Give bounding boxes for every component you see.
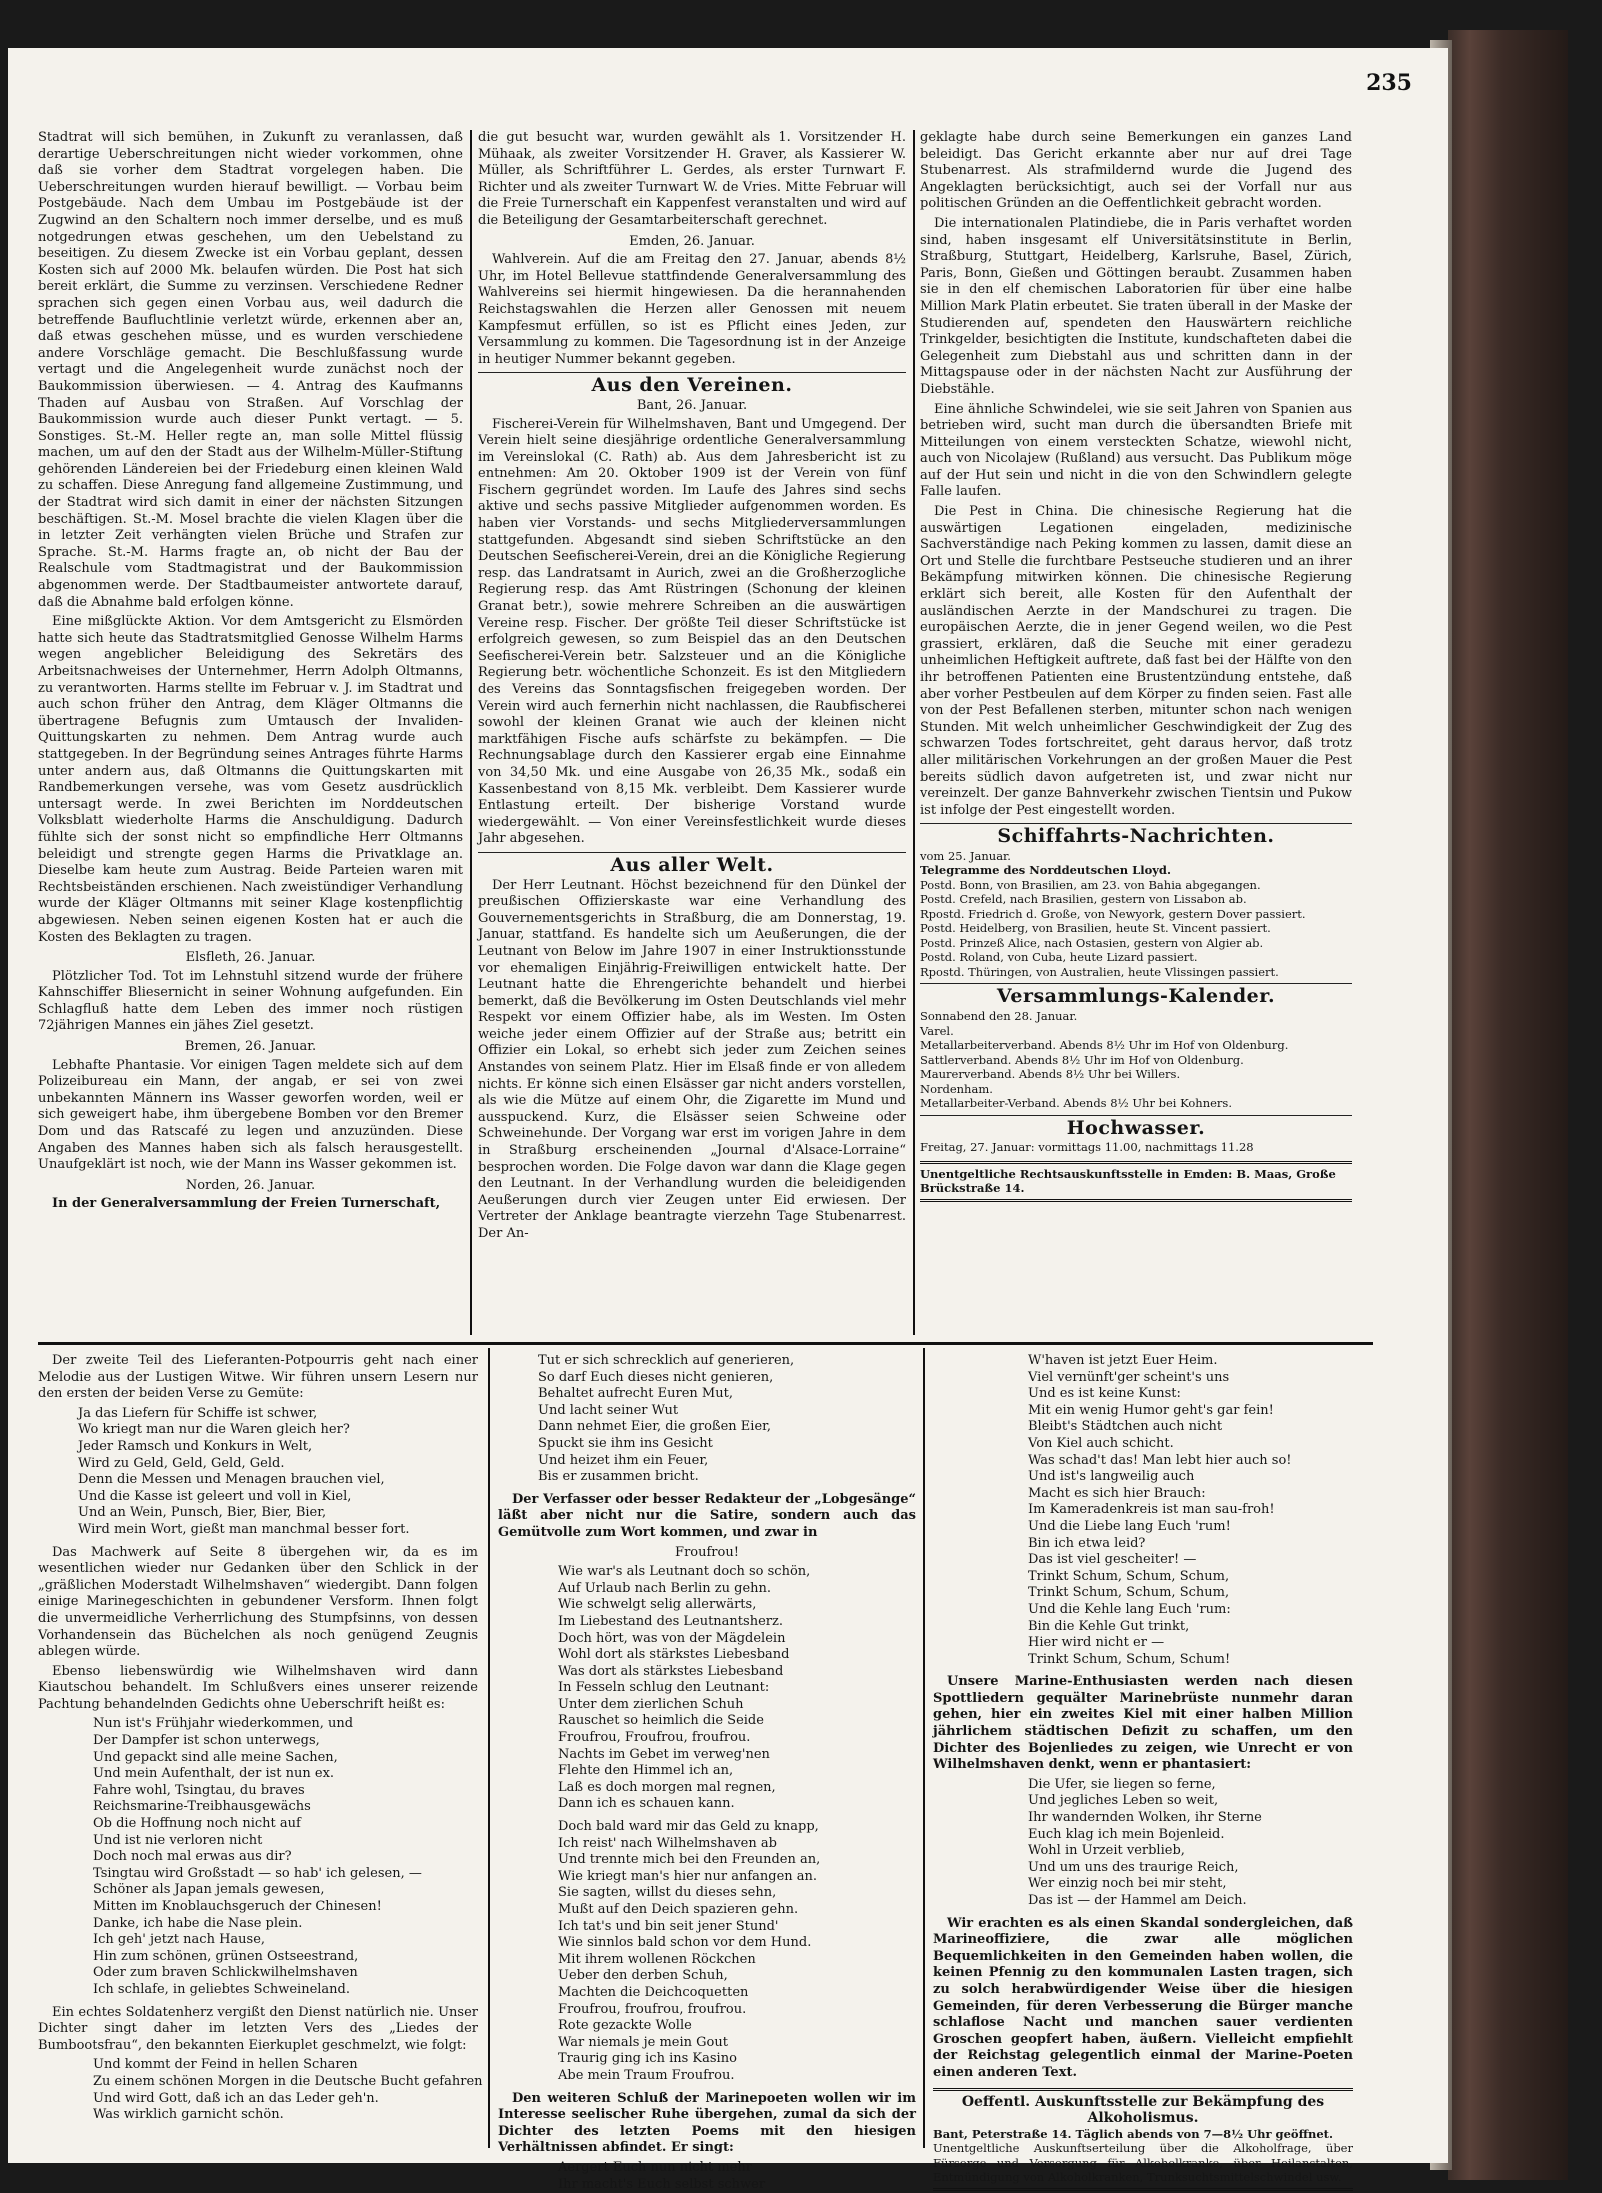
poem-line: Mit ihrem wollenen Röckchen [558,1952,916,1969]
poem-line: Im Kameradenkreis ist man sau-froh! [1028,1502,1353,1519]
poem-line: Und jegliches Leben so weit, [1028,1793,1353,1810]
ship-entry: Rpostd. Thüringen, von Australien, heute Vlissingen passiert. [920,965,1352,980]
poem-line: Doch noch mal erwas aus dir? [93,1849,478,1866]
article-paragraph: Wir erachten es als einen Skandal sondergleichen, daß Marineoffiziere, die zwar alle möglichen Bequemlichkeiten in den Gemeinden haben wollen, die keinen Pfennig zu den kommunalen Lasten tragen, sich zu solch herabwürdigender Weise über die hiesigen Gemeinden, für deren Verbesserung die Bürger manche schlaflose Nacht und manchen sauer verdienten Groschen geopfert haben, äußern. Vielleicht empfiehlt der Reichstag gelegentlich einmal der Marine-Poeten einen anderen Text. [933,1916,1353,2082]
article-paragraph: Der zweite Teil des Lieferanten-Potpourris geht nach einer Melodie aus der Lustigen Witwe. Wir führen unsern Lesern nur den ersten der beiden Verse zu Gemüte: [38,1353,478,1403]
poem-line: Das ist viel gescheiter! — [1028,1552,1353,1569]
feuilleton-column-3 [933,1353,1353,2153]
section-heading: Aus aller Welt. [478,857,906,874]
poem-line: Tut er sich schrecklich auf generieren, [538,1353,916,1370]
calendar-place: Varel. [920,1024,1352,1039]
article-paragraph: Stadtrat will sich bemühen, in Zukunft zu veranlassen, daß derartige Ueberschreitungen nicht wieder vorkommen, ohne daß sie vorher dem Stadtrat vorgelegen haben. Die Ueberschreitungen wurden hierauf bewilligt. — Vorbau beim Postgebäude. Nach dem Umbau im Postgebäude ist der Zugwind an den Schaltern noch immer derselbe, und es muß notgedrungen etwas geschehen, um den Uebelstand zu beseitigen. Zu diesem Zwecke ist ein Vorbau geplant, dessen Kosten sich auf 2000 Mk. belaufen würden. Die Post hat sich bereit erklärt, die Summe zu verzinsen. Verschiedene Redner sprachen sich gegen einen Vorbau aus, weil dadurch die betreffende Baufluchtlinie verletzt würde, erkennen aber an, daß etwas geschehen müsse, und es wurden verschiedene andere Vorschläge gemacht. Die Beschlußfassung wurde vertagt und die Angelegenheit wurde zunächst noch der Baukommission überwiesen. — 4. Antrag des Kaufmanns Thaden auf Ausbau von Straßen. Auf Vorschlag der Baukommission wurde auch dieser Punkt vertagt. — 5. Sonstiges. St.-M. Heller regte an, man solle Mittel flüssig machen, um auf den der Stadt aus der Wilhelm-Müller-Stiftung gehörenden Ländereien bei der Friedeburg einen kleinen Wald zu schaffen. Diese Anregung fand allgemeine Zustimmung, und der Stadtrat wird sich damit in einer der nächsten Sitzungen beschäftigen. St.-M. Mosel brachte die vielen Klagen über die in letzter Zeit verhängten vielen Brüche und Strafen zur Sprache. St.-M. Harms fragte an, ob nicht der Bau der Realschule vom Stadtmagistrat und der Baukommission abgenommen werde. Der Stadtbaumeister antwortete darauf, daß die Abnahme bald erfolgen könne. [38,130,463,611]
article-paragraph: Eine ähnliche Schwindelei, wie sie seit Jahren von Spanien aus betrieben wird, sucht man durch die übersandten Briefe mit Mitteilungen von einem versteckten Schatze, wiewohl nicht, auch von Nicolajew (Rußland) aus versucht. Das Publikum möge auf der Hut sein und nicht in die von den Schwindlern gelegte Falle laufen. [920,402,1352,502]
calendar-place: Nordenham. [920,1082,1352,1097]
divider [478,852,906,853]
poem-line: W'haven ist jetzt Euer Heim. [1028,1353,1353,1370]
poem-line: Tsingtau wird Großstadt — so hab' ich gelesen, — [93,1866,478,1883]
article-paragraph: Das Machwerk auf Seite 8 übergehen wir, da es im wesentlichen wieder nur Gedanken über den Schlick in der „gräßlichen Moderstadt Wilhelmshaven“ wiedergibt. Dann folgen einige Marinegeschichten in gebundener Versform. Ihnen folgt die unvermeidliche Verherrlichung des Stumpfsinns, von dessen Vorhandensein das Büchelchen als noch genügend Zeugnis ablegen würde. [38,1545,478,1661]
poem-line: Wer einzig noch bei mir steht, [1028,1876,1353,1893]
article-paragraph: Eine mißglückte Aktion. Vor dem Amtsgericht zu Elsmörden hatte sich heute das Stadtratsmitglied Genosse Wilhelm Harms wegen angeblicher Beleidigung des Sekretärs des Arbeitsnachweises der Unternehmer, Herrn Adolph Oltmanns, zu verantworten. Harms stellte im Februar v. J. im Stadtrat und auch schon früher den Antrag, dem Kläger Oltmanns die übertragene Befugnis zum Umtausch der Invaliden-Quittungskarten zu nehmen. Dem Antrag wurde auch stattgegeben. In der Begründung seines Antrages führte Harms unter andern aus, daß Oltmanns die Quittungskarten mit Randbemerkungen versehe, was vom Gesetz ausdrücklich untersagt werde. In zwei Berichten im Norddeutschen Volksblatt wiederholte Harms die Anschuldigung. Dadurch fühlte sich der sonst nicht so empfindliche Herr Oltmanns beleidigt und strengte gegen Harms die Privatklage an. Dieselbe kam heute zum Austrag. Beide Parteien waren mit Rechtsbeiständen erschienen. Nach zweistündiger Verhandlung wurde der Kläger Oltmanns mit seiner Klage kostenpflichtig abgewiesen. Neben seinen eigenen Kosten hat er auch die Kosten des Beklagten zu tragen. [38,614,463,946]
poem [558,1819,916,2085]
article-paragraph: Ebenso liebenswürdig wie Wilhelmshaven wird dann Kiautschou behandelt. Im Schlußvers eines unserer reizende Pachtung behandelnden Gedichts ohne Ueberschrift heißt es: [38,1664,478,1714]
poem [1028,1353,1353,1668]
poem-line: Und lacht seiner Wut [538,1403,916,1420]
article-paragraph: die gut besucht war, wurden gewählt als 1. Vorsitzender H. Mühaak, als zweiter Vorsitzender H. Graver, als Kassierer W. Müller, als Schriftführer L. Gerdes, als erster Turnwart F. Richter und als zweiter Turnwart W. de Vries. Mitte Februar will die Freie Turnerschaft ein Kappenfest veranstalten und wird auf die Beteiligung der Gesamtarbeiterschaft gerechnet. [478,130,906,230]
article-paragraph: Den weiteren Schluß der Marinepoeten wollen wir im Interesse seelischer Ruhe übergehen, zumal da sich der Dichter des letzten Poems mit den hiesigen Verhältnissen abfindet. Er singt: [498,2091,916,2157]
poem-line: Und an Wein, Punsch, Bier, Bier, Bier, [78,1505,478,1522]
poem-line: Mit ein wenig Humor geht's gar fein! [1028,1403,1353,1420]
dateline: Bremen, 26. Januar. [38,1039,463,1056]
article-paragraph: Unsere Marine-Enthusiasten werden nach diesen Spottliedern gequälter Marinebrüste nunmehr daran gehen, hier ein zweites Kiel mit einer halben Million jährlichem städtischen Defizit zu schaffen, um den Dichter des Bojenliedes zu zeigen, wie Unrecht er von Wilhelmshaven denkt, wenn er phantasiert: [933,1674,1353,1774]
newspaper-page [8,48,1448,2163]
poem-line: Wird mein Wort, gießt man manchmal besser fort. [78,1522,478,1539]
poem [78,1406,478,1539]
poem-line: Wie sinnlos bald schon vor dem Hund. [558,1935,916,1952]
section-heading: Hochwasser. [920,1120,1352,1137]
poem-line: Mußt auf den Deich spazieren gehn. [558,1902,916,1919]
poem-line: Euch klag ich mein Bojenleid. [1028,1827,1353,1844]
dateline: Elsfleth, 26. Januar. [38,950,463,967]
poem-line: Ich reist' nach Wilhelmshaven ab [558,1836,916,1853]
calendar-entry: Sattlerverband. Abends 8½ Uhr im Hof von Oldenburg. [920,1053,1352,1068]
poem-line: Und um uns des traurige Reich, [1028,1860,1353,1877]
article-paragraph: Ein echtes Soldatenherz vergißt den Dienst natürlich nie. Unser Dichter singt daher im letzten Vers des „Liedes der Bumbootsfrau“, den bekannten Eierkuplet geschmelzt, wie folgt: [38,2005,478,2055]
poem-line: Ihr wandernden Wolken, ihr Sterne [1028,1810,1353,1827]
section-rule [38,1342,1373,1345]
article-paragraph: Die Pest in China. Die chinesische Regierung hat die auswärtigen Legationen eingeladen, medizinische Sachverständige nach Peking kommen zu lassen, damit diese an Ort und Stelle die furchtbare Pestseuche studieren und an ihrer Bekämpfung mitwirken können. Die chinesische Regierung erklärt sich bereit, alle Kosten für den Aufenthalt der ausländischen Aerzte in der Mandschurei zu tragen. Die europäischen Aerzte, die in jener Gegend weilen, wo die Pest grassiert, erklären, daß die Seuche mit einer geradezu unheimlichen Heftigkeit auftrete, daß fast bei der Hälfte von den ihr betroffenen Patienten eine Brustentzündung entstehe, daß aber vorher Pestbeulen auf dem Körper zu finden seien. Fast alle von der Pest Befallenen sterben, mitunter schon nach wenigen Stunden. Mit welch unheimlicher Geschwindigkeit der Zug des schwarzen Todes fortschreitet, geht daraus hervor, daß trotz aller militärischen Vorkehrungen an der großen Mauer die Pest bereits südlich davon aufgetreten ist, und zwar nicht nur vereinzelt. Der ganze Bahnverkehr zwischen Tientsin und Pukow ist infolge der Pest eingestellt worden. [920,504,1352,819]
poem-line: So darf Euch dieses nicht genieren, [538,1370,916,1387]
poem-line: Doch bald ward mir das Geld zu knapp, [558,1819,916,1836]
poem-line: Ja das Liefern für Schiffe ist schwer, [78,1406,478,1423]
poem-line: Trinkt Schum, Schum, Schum! [1028,1652,1353,1669]
ship-entry: Rpostd. Friedrich d. Große, von Newyork, gestern Dover passiert. [920,907,1352,922]
article-paragraph: Die internationalen Platindiebe, die in Paris verhaftet worden sind, haben insgesamt elf Universitätsinstitute in Berlin, Straßburg, Stuttgart, Heidelberg, Karlsruhe, Basel, Zürich, Paris, Bonn, Gießen und Göttingen beraubt. Zusammen haben sie in den elf chemischen Laboratorien für über eine halbe Million Mark Platin erbeutet. Sie traten überall in der Maske der Studierenden auf, spendeten den Hauswärtern reichliche Trinkgelder, besichtigten die Institute, kundschafteten dabei die Gelegenheit zum Diebstahl aus und schritten dann in der Mittagspause oder in der nächsten Nacht zur Ausführung der Diebstähle. [920,216,1352,399]
ship-entry: Postd. Bonn, von Brasilien, am 23. von Bahia abgegangen. [920,878,1352,893]
poem-line: Nun ist's Frühjahr wiederkommen, und [93,1716,478,1733]
divider [920,823,1352,824]
poem-line: Mitten im Knoblauchsgeruch der Chinesen! [93,1899,478,1916]
poem-line: Hin zum schönen, grünen Ostseestrand, [93,1949,478,1966]
poem-line: Bis er zusammen bricht. [538,1469,916,1486]
poem [93,2057,478,2123]
poem-line: Abe mein Traum Froufrou. [558,2068,916,2085]
poem [93,1716,478,1998]
book-spine [1448,30,1568,2180]
poem-line: Und die Kasse ist geleert und voll in Kiel, [78,1489,478,1506]
section-heading: Versammlungs-Kalender. [920,988,1352,1005]
poem-line: Wohl in Urzeit verblieb, [1028,1843,1353,1860]
article-paragraph: geklagte habe durch seine Bemerkungen ein ganzes Land beleidigt. Das Gericht erkannte aber nur auf drei Tage Stubenarrest. Als strafmildernd wurde die Jugend des Angeklagten berücksichtigt, auch sei der Vorfall nur aus politischen Gründen an die Oeffentlichkeit gebracht worden. [920,130,1352,213]
poem-line: Die Ufer, sie liegen so ferne, [1028,1777,1353,1794]
poem-line: Ich tat's und bin seit jener Stund' [558,1919,916,1936]
poem-line: Und ist nie verloren nicht [93,1833,478,1850]
section-heading: Aus den Vereinen. [478,377,906,394]
poem-line: In Fesseln schlug den Leutnant: [558,1680,916,1697]
poem-line: Ich geh' jetzt nach Hause, [93,1932,478,1949]
poem-line: Auf Urlaub nach Berlin zu gehn. [558,1581,916,1598]
poem-line: Trinkt Schum, Schum, Schum, [1028,1585,1353,1602]
advertisement: Unentgeltliche Rechtsauskunftsstelle in Emden: B. Maas, Große Brückstraße 14. [920,1161,1352,1202]
poem-line: Und trennte mich bei den Freunden an, [558,1852,916,1869]
feuilleton-column-2 [498,1353,916,2153]
poem-line: Und ist's langweilig auch [1028,1469,1353,1486]
advertisement-subheading: Bant, Peterstraße 14. Täglich abends von 7—8½ Uhr geöffnet. [933,2127,1353,2142]
page-number: 235 [1366,70,1412,96]
column-rule [923,1348,925,2148]
dateline: Bant, 26. Januar. [478,398,906,415]
high-water-times: Freitag, 27. Januar: vormittags 11.00, nachmittags 11.28 [920,1140,1352,1155]
poem-line: Behaltet aufrecht Euren Mut, [538,1386,916,1403]
poem-line: Der Dampfer ist schon unterwegs, [93,1733,478,1750]
dateline: Emden, 26. Januar. [478,234,906,251]
poem-line: War niemals je mein Gout [558,2035,916,2052]
poem-line: Traurig ging ich ins Kasino [558,2051,916,2068]
poem-line: Machten die Deichcoquetten [558,1985,916,2002]
subheading: Telegramme des Norddeutschen Lloyd. [920,863,1352,878]
poem-line: Macht es sich hier Brauch: [1028,1486,1353,1503]
calendar-entry: Metallarbeiter-Verband. Abends 8½ Uhr bei Kohners. [920,1096,1352,1111]
column-1 [38,130,463,1335]
dateline: Norden, 26. Januar. [38,1178,463,1195]
poem-line: Nachts im Gebet im verweg'nen [558,1747,916,1764]
poem-line: Ueber den derben Schuh, [558,1968,916,1985]
calendar-entry: Metallarbeiterverband. Abends 8½ Uhr im Hof von Oldenburg. [920,1038,1352,1053]
divider [478,372,906,373]
poem-line: Und mein Aufenthalt, der ist nun ex. [93,1766,478,1783]
article-paragraph: Plötzlicher Tod. Tot im Lehnstuhl sitzend wurde der frühere Kahnschiffer Bliesernicht in seiner Wohnung aufgefunden. Ein Schlagfluß hatte dem Leben des immer noch rüstigen 72jährigen Mannes ein jähes Ziel gesetzt. [38,969,463,1035]
poem [1028,1777,1353,1910]
poem-line: Das ist — der Hammel am Deich. [1028,1893,1353,1910]
poem-line: Trinkt Schum, Schum, Schum, [1028,1569,1353,1586]
advertisement-heading: Oeffentl. Auskunftsstelle zur Bekämpfung des Alkoholismus. [933,2094,1353,2127]
poem-line: Laß es doch morgen mal regnen, [558,1780,916,1797]
poem-line: Bin die Kehle Gut trinkt, [1028,1619,1353,1636]
section-heading: Schiffahrts-Nachrichten. [920,828,1352,845]
poem-line: Denn die Messen und Menagen brauchen viel, [78,1472,478,1489]
divider [920,983,1352,984]
poem-line: Und kommt der Feind in hellen Scharen [93,2057,478,2074]
poem-line: Wie schwelgt selig allerwärts, [558,1597,916,1614]
poem-line: Rauschet so heimlich die Seide [558,1713,916,1730]
poem-line: Froufrou, Froufrou, froufrou. [558,1730,916,1747]
poem-line: Danke, ich habe die Nase plein. [93,1916,478,1933]
poem-line: Froufrou, froufrou, froufrou. [558,2002,916,2019]
poem-title: Froufrou! [498,1545,916,1562]
article-paragraph: Der Verfasser oder besser Redakteur der „Lobgesänge“ läßt aber nicht nur die Satire, sondern auch das Gemütvolle zum Wort kommen, und zwar in [498,1492,916,1542]
poem-line: Unter dem zierlichen Schuh [558,1697,916,1714]
column-3 [920,130,1352,1335]
advertisement [933,2088,1353,2191]
ship-entry: Postd. Prinzeß Alice, nach Ostasien, gestern von Algier ab. [920,936,1352,951]
poem-line: Was schad't das! Man lebt hier auch so! [1028,1453,1353,1470]
calendar-date: Sonnabend den 28. Januar. [920,1009,1352,1024]
article-paragraph: Der Herr Leutnant. Höchst bezeichnend für den Dünkel der preußischen Offizierskaste war eine Verhandlung des Gouvernementsgerichts in Straßburg, die am Donnerstag, 19. Januar, stattfand. Es handelte sich um Aeußerungen, die der Leutnant von Below im Jahre 1907 in einer Instruktionsstunde vor ehemaligen Einjährig-Freiwilligen entwickelt hatte. Der Leutnant hatte die Ehrengerichte behandelt und hierbei bemerkt, daß die Bevölkerung im Osten Deutschlands viel mehr Respekt vor einem Offizier habe, als im Westen. Im Osten weiche jeder einem Offizier auf der Straße aus; betritt ein Offizier ein Lokal, so erhebt sich jeder zum Zeichen seines Anstandes von seinem Platz. Hier im Elsaß finde er von alledem nichts. Er könne sich einen Elsässer gar nicht anders vorstellen, als wie die Mütze auf einem Ohr, die Zigarette im Mund und ausspuckend. Kurz, die Elsässer seien Schweine oder Schweinehunde. Der Vorgang war erst im vorigen Jahre in dem in Straßburg erscheinenden „Journal d'Alsace-Lorraine“ besprochen worden. Die Folge davon war dann die Klage gegen den Leutnant. In der Verhandlung wurden die beleidigenden Aeußerungen durch vier Zeugen unter Eid erwiesen. Der Vertreter der Anklage beantragte vierzehn Tage Stubenarrest. Der An- [478,878,906,1243]
poem-line: Im Liebestand des Leutnantsherz. [558,1614,916,1631]
calendar-entry: Maurerverband. Abends 8½ Uhr bei Willers. [920,1067,1352,1082]
poem-line: Was wirklich garnicht schön. [93,2107,478,2124]
poem-line: Oder zum braven Schlickwilhelmshaven [93,1965,478,1982]
divider [920,1115,1352,1116]
poem-line: Bleibt's Städtchen auch nicht [1028,1419,1353,1436]
article-paragraph: Fischerei-Verein für Wilhelmshaven, Bant und Umgegend. Der Verein hielt seine diesjährige ordentliche Generalversammlung im Vereinslokal (C. Rath) ab. Aus dem Jahresbericht ist zu entnehmen: Am 20. Oktober 1909 ist der Verein von fünf Fischern gegründet worden. Im Laufe des Jahres sind sechs aktive und sechs passive Mitglieder aufgenommen worden. Es haben vier Vorstands- und sechs Mitgliederversammlungen stattgefunden. Abgesandt sind sieben Schriftstücke an den Deutschen Seefischerei-Verein, drei an die Königliche Regierung resp. das Landratsamt in Aurich, zwei an die Großherzogliche Regierung resp. das Amt Rüstringen (Schonung der kleinen Granat betr.), sowie mehrere Schreiben an die auswärtigen Vereine resp. Fischer. Der größte Teil dieser Schriftstücke ist erfolgreich gewesen, so zum Beispiel das an den Deutschen Seefischerei-Verein betr. Salzsteuer und an die Königliche Regierung betr. wöchentliche Schonzeit. Es ist den Mitgliedern des Vereins das Sonntagsfischen freigegeben worden. Der Verein wird auch fernerhin nicht nachlassen, die Raubfischerei sowohl der kleinen Granat wie auch der kleinen nicht marktfähigen Fische aufs schärfste zu bekämpfen. — Die Rechnungsablage durch den Kassierer ergab eine Einnahme von 34,50 Mk. und eine Ausgabe von 26,35 Mk., sodaß ein Kassenbestand von 8,15 Mk. verbleibt. Dem Kassierer wurde Entlastung erteilt. Der bisherige Vorstand wurde wiedergewählt. — Von einer Vereinsfestlichkeit wurde dieses Jahr abgesehen. [478,417,906,848]
ship-entry: Postd. Crefeld, nach Brasilien, gestern von Lissabon ab. [920,892,1352,907]
poem-line: Und die Liebe lang Euch 'rum! [1028,1519,1353,1536]
poem-line: Ob die Hoffnung noch nicht auf [93,1816,478,1833]
column-2 [478,130,906,1335]
poem-line: Bin ich etwa leid? [1028,1536,1353,1553]
poem-line: Flehte den Himmel ich an, [558,1763,916,1780]
poem-line: Was dort als stärkstes Liebesband [558,1664,916,1681]
article-paragraph: In der Generalversammlung der Freien Turnerschaft, [38,1196,463,1213]
poem-line: Zu einem schönen Morgen in die Deutsche Bucht gefahren [93,2074,478,2091]
poem-line: Jeder Ramsch und Konkurs in Welt, [78,1439,478,1456]
poem [538,1353,916,1486]
column-rule [488,1348,490,2148]
poem-line: Ihr macht's Euch selbst schwer [558,2177,916,2193]
poem-line: Und wird Gott, daß ich an das Leder geh'n. [93,2091,478,2108]
poem-line: Sie sagten, willst du dieses sehn, [558,1885,916,1902]
poem-line: Und die Kehle lang Euch 'rum: [1028,1602,1353,1619]
poem-line: Dann nehmet Eier, die großen Eier, [538,1419,916,1436]
poem-line: Reichsmarine-Treibhausgewächs [93,1799,478,1816]
feuilleton-column-1 [38,1353,478,2153]
article-paragraph: Lebhafte Phantasie. Vor einigen Tagen meldete sich auf dem Polizeibureau ein Mann, der angab, er sei von zwei unbekannten Männern ins Wasser geworfen worden, weil er sich geweigert habe, ihm übergebene Bomben vor den Bremer Dom und das Ratscafé zu legen und anzuzünden. Diese Angaben des Mannes haben sich als falsch herausgestellt. Unaufgeklärt ist noch, wie der Mann ins Wasser gekommen ist. [38,1058,463,1174]
advertisement-body: Unentgeltliche Auskunftserteilung über die Alkoholfrage, über Fürsorge und Versorgung für Alkoholkranke, über Heilanstalten, Entmündigung von Alkoholkranken, Trunksuchtsmittelschwindel usw. [933,2141,1353,2185]
article-paragraph: Wahlverein. Auf die am Freitag den 27. Januar, abends 8½ Uhr, im Hotel Bellevue stattfindende Generalversammlung des Wahlvereins sei hiermit hingewiesen. Da die herannahenden Reichstagswahlen die Herzen aller Genossen mit neuem Kampfesmut erfüllen, so ist es Pflicht eines Jeden, zur Versammlung zu kommen. Die Tagesordnung ist in der Anzeige in heutiger Nummer bekannt gegeben. [478,252,906,368]
poem-line: Schöner als Japan jemals gewesen, [93,1882,478,1899]
poem-line: Ich schlafe, in geliebtes Schweineland. [93,1982,478,1999]
poem-line: Hier wird nicht er — [1028,1635,1353,1652]
column-rule [913,130,915,1335]
poem-line: Wie war's als Leutnant doch so schön, [558,1564,916,1581]
poem-line: Und gepackt sind alle meine Sachen, [93,1750,478,1767]
poem-line: Und heizet ihm ein Feuer, [538,1453,916,1470]
poem-line: Fahre wohl, Tsingtau, du braves [93,1783,478,1800]
subheading: vom 25. Januar. [920,849,1352,864]
poem-line: Wie kriegt man's hier nur anfangen an. [558,1869,916,1886]
poem-line: Wo kriegt man nur die Waren gleich her? [78,1422,478,1439]
poem [558,2160,916,2193]
poem [558,1564,916,1813]
ship-entry: Postd. Roland, von Cuba, heute Lizard passiert. [920,950,1352,965]
poem-line: Wohl dort als stärkstes Liebesband [558,1647,916,1664]
poem-line: Wird zu Geld, Geld, Geld, Geld. [78,1456,478,1473]
poem-line: Dann ich es schauen kann. [558,1796,916,1813]
poem-line: Viel vernünft'ger scheint's uns [1028,1370,1353,1387]
poem-line: Von Kiel auch schicht. [1028,1436,1353,1453]
ship-list [920,878,1352,980]
poem-line: Spuckt sie ihm ins Gesicht [538,1436,916,1453]
ship-entry: Postd. Heidelberg, von Brasilien, heute St. Vincent passiert. [920,921,1352,936]
poem-line: Aergert Euch nun nicht mehr [558,2160,916,2177]
poem-line: Doch hört, was von der Mägdelein [558,1631,916,1648]
poem-line: Rote gezackte Wolle [558,2018,916,2035]
poem-line: Und es ist keine Kunst: [1028,1386,1353,1403]
column-rule [470,130,472,1335]
